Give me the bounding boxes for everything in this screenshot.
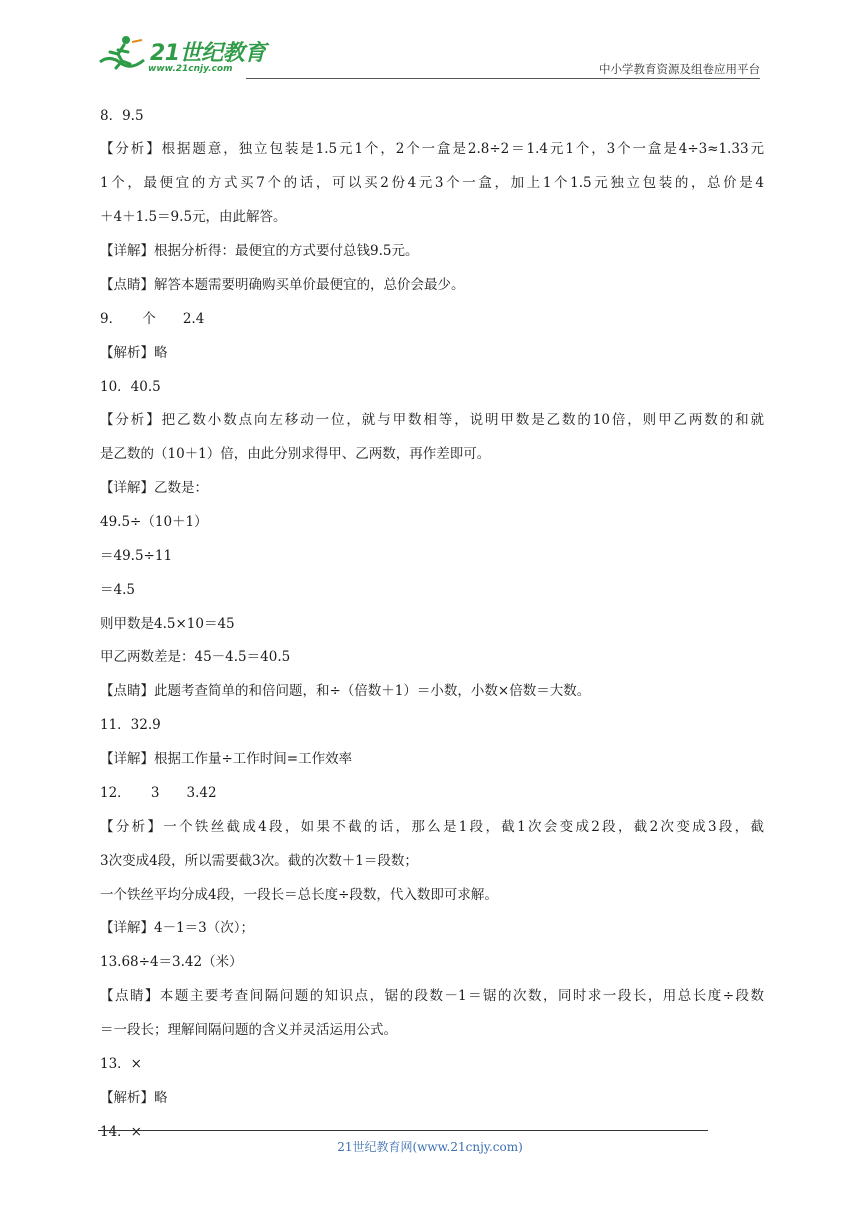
detail-10-line-6: 甲乙两数差是：45－4.5＝40.5 — [100, 649, 291, 665]
detail-11: 【详解】根据工作量÷工作时间=工作效率 — [100, 751, 353, 767]
answer-10-heading: 10．40.5 — [100, 379, 161, 395]
answer-12-heading: 12． 3 3.42 — [100, 785, 217, 801]
analysis-8-line-2: 1个，最便宜的方式买7个的话，可以买2份4元3个一盒，加上1个1.5元独立包装的，总价是4 — [100, 175, 764, 191]
detail-10-line-2: 49.5÷（10＋1） — [100, 514, 208, 530]
answer-8-heading: 8．9.5 — [100, 108, 144, 124]
comment-12-line-2: ＝一段长；理解间隔问题的含义并灵活运用公式。 — [100, 1022, 397, 1038]
detail-10-line-1: 【详解】乙数是： — [100, 480, 208, 496]
detail-10-line-4: ＝4.5 — [100, 582, 135, 598]
answer-13-heading: 13．× — [100, 1056, 142, 1072]
detail-10-line-3: ＝49.5÷11 — [100, 548, 173, 564]
logo-url: www.21cnjy.com — [148, 64, 233, 74]
footer-source: 21世纪教育网(www.21cnjy.com) — [337, 1140, 523, 1154]
runner-logo-icon — [96, 34, 148, 74]
header-divider — [246, 78, 760, 79]
explanation-9: 【解析】略 — [100, 345, 168, 361]
footer-divider — [98, 1130, 708, 1131]
header-platform-title: 中小学教育资源及组卷应用平台 — [599, 62, 760, 76]
analysis-8-line-3: ＋4＋1.5＝9.5元，由此解答。 — [100, 209, 287, 225]
detail-12-line-2: 13.68÷4＝3.42（米） — [100, 954, 243, 970]
analysis-12-line-3: 一个铁丝平均分成4段，一段长＝总长度÷段数，代入数即可求解。 — [100, 887, 498, 903]
analysis-12-line-1: 【分析】一个铁丝截成4段，如果不截的话，那么是1段，截1次会变成2段，截2次变成3段，截 — [100, 819, 764, 835]
analysis-10-line-2: 是乙数的（10＋1）倍，由此分别求得甲、乙两数，再作差即可。 — [100, 446, 491, 462]
comment-12-line-1: 【点睛】本题主要考查间隔问题的知识点，锯的段数－1＝锯的次数，同时求一段长，用总长度÷段数 — [100, 988, 764, 1004]
detail-12-line-1: 【详解】4－1＝3（次）； — [100, 920, 255, 936]
answer-11-heading: 11．32.9 — [100, 717, 161, 733]
detail-8: 【详解】根据分析得：最便宜的方式要付总钱9.5元。 — [100, 243, 419, 259]
comment-10: 【点睛】此题考查简单的和倍问题，和÷（倍数＋1）＝小数，小数×倍数＝大数。 — [100, 683, 591, 699]
detail-10-line-5: 则甲数是4.5×10＝45 — [100, 616, 235, 632]
explanation-13: 【解析】略 — [100, 1090, 168, 1106]
page-header — [96, 30, 760, 80]
answer-9-heading: 9． 个 2.4 — [100, 311, 205, 327]
answer-14-heading: 14．× — [100, 1124, 142, 1140]
logo — [96, 30, 266, 78]
analysis-12-line-2: 3次变成4段，所以需要截3次。截的次数＋1＝段数； — [100, 853, 418, 869]
analysis-8-line-1: 【分析】根据题意，独立包装是1.5元1个，2个一盒是2.8÷2＝1.4元1个，3个一盒是4÷3≈1.33元 — [100, 141, 764, 157]
logo-text: 21世纪教育 — [150, 41, 266, 66]
comment-8: 【点睛】解答本题需要明确购买单价最便宜的，总价会最少。 — [100, 277, 465, 293]
analysis-10-line-1: 【分析】把乙数小数点向左移动一位，就与甲数相等，说明甲数是乙数的10倍，则甲乙两数的和就 — [100, 412, 764, 428]
